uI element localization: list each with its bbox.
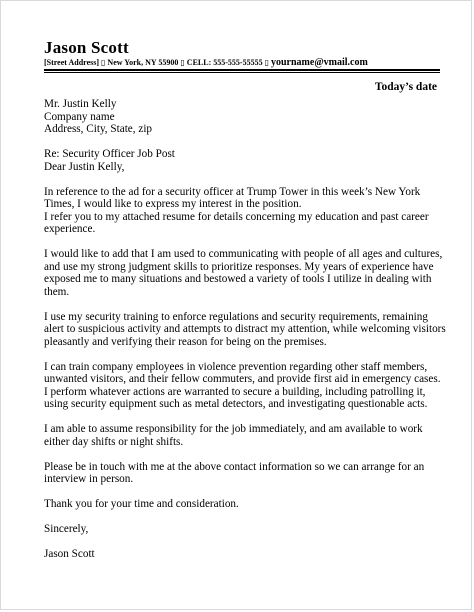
paragraph-contact: Please be in touch with me at the above contact information so we can arrange for an interview in person. bbox=[44, 460, 425, 485]
paragraph-thanks: Thank you for your time and consideration. bbox=[44, 498, 239, 510]
contact-line bbox=[44, 57, 368, 68]
paragraph-intro: In reference to the ad for a security officer at Trump Tower in this week’s New York Times, I would like to express my interest in the position. bbox=[44, 185, 421, 210]
paragraph-violence-prevention: I can train company employees in violence prevention regarding other staff members, unwanted visitors, and their fellow commuters, and provide first aid in emergency cases. bbox=[44, 360, 441, 385]
email-address: yourname@vmail.com bbox=[270, 57, 368, 68]
sender-name: Jason Scott bbox=[44, 38, 129, 57]
paragraph-training: I use my security training to enforce regulations and security requirements, remaining alert to suspicious activity and attempts to distract my attention, while welcoming visitors pleasantly and verifying their reason for being on the premises. bbox=[44, 310, 446, 348]
paragraph-availability: I am able to assume responsibility for the job immediately, and am available to work either day shifts or night shifts. bbox=[44, 423, 423, 448]
paragraph-resume: I refer you to my attached resume for details concerning my education and past career experience. bbox=[44, 210, 429, 235]
recipient-address: Address, City, State, zip bbox=[44, 123, 153, 135]
letter-date: Today’s date bbox=[374, 81, 437, 93]
salutation: Dear Justin Kelly, bbox=[44, 160, 125, 173]
recipient-name: Mr. Justin Kelly bbox=[44, 98, 117, 110]
header-rule-thin bbox=[44, 72, 440, 73]
paragraph-communication: I would like to add that I am used to communicating with people of all ages and cultures, and use my strong judgment skills to prioritize responses. My years of experience have exposed me to many situations and bestowed a variety of tools I utilize in dealing with them. bbox=[44, 248, 443, 298]
paragraph-actions: I perform whatever actions are warranted to secure a building, including patrolling it, using security equipment such as metal detectors, and investigating questionable acts. bbox=[44, 385, 428, 410]
signature-name: Jason Scott bbox=[44, 548, 95, 560]
subject-line: Re: Security Officer Job Post bbox=[44, 148, 175, 160]
contact-details: [Street Address] ▯ New York, NY 55900 ▯ CELL: 555-555-55555 ▯ bbox=[44, 58, 269, 67]
header-rule bbox=[44, 69, 440, 71]
letter-body bbox=[44, 98, 449, 561]
closing: Sincerely, bbox=[44, 523, 89, 535]
recipient-company: Company name bbox=[44, 110, 115, 123]
